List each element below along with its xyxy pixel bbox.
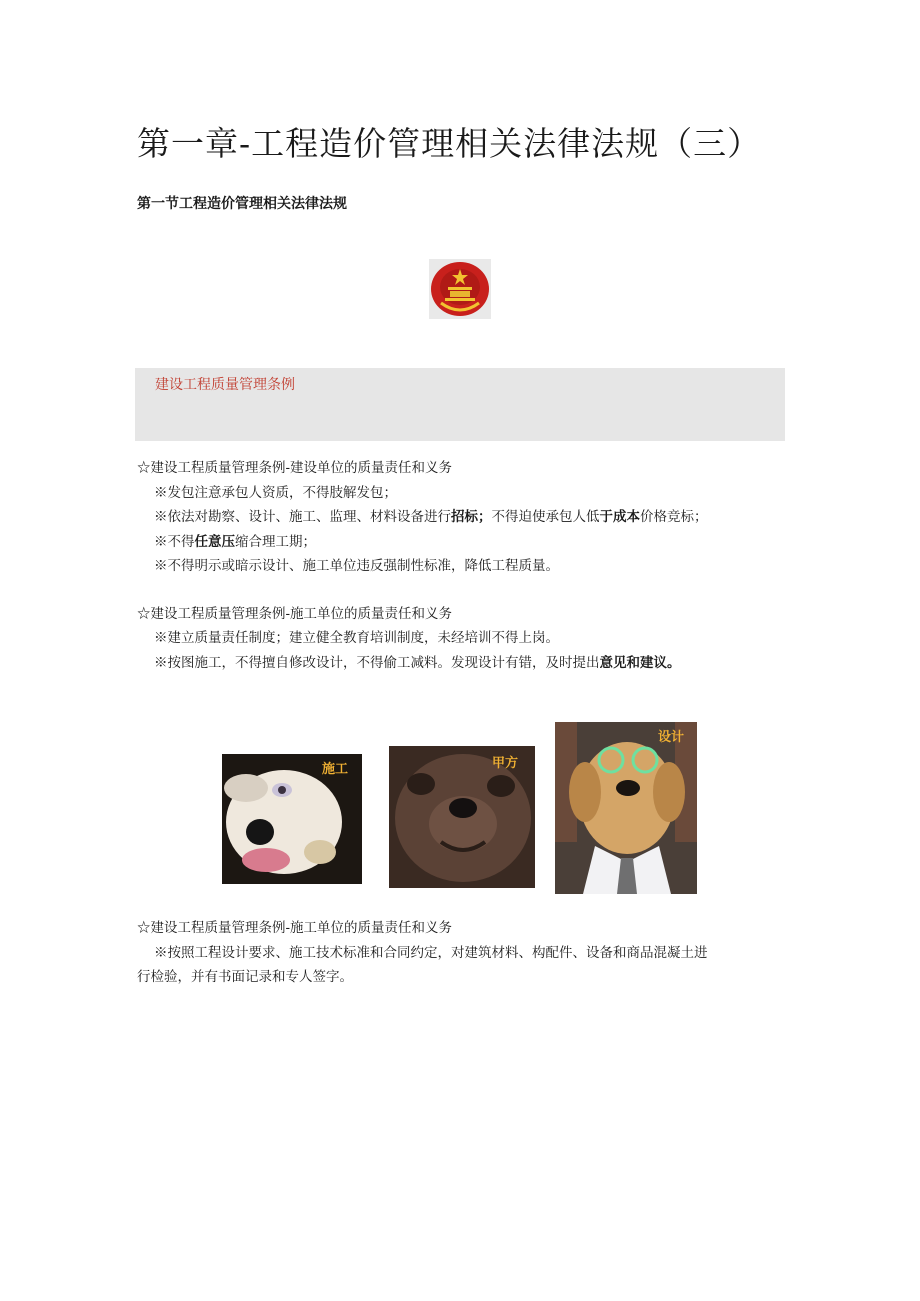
photo-label: 设计 — [658, 730, 685, 745]
list-item: ※不得任意压缩合理工期； — [154, 534, 316, 550]
paragraph-line: ※按照工程设计要求、施工技术标准和合同约定，对建筑材料、构配件、设备和商品混凝土进 — [154, 945, 708, 961]
section-heading-contractor: ☆建设工程质量管理条例-施工单位的质量责任和义务 — [137, 606, 453, 622]
photo-label: 施工 — [322, 762, 349, 777]
photo-label: 甲方 — [492, 756, 519, 771]
regulation-banner — [135, 368, 785, 441]
list-item: ※依法对勘察、设计、施工、监理、材料设备进行招标；不得迫使承包人低于成本价格竞标； — [154, 509, 708, 525]
list-item: ※不得明示或暗示设计、施工单位违反强制性标准，降低工程质量。 — [154, 558, 559, 574]
dog-photo-designer — [555, 722, 697, 894]
paragraph-line: 行检验，并有书面记录和专人签字。 — [137, 969, 353, 985]
national-emblem-icon — [429, 259, 491, 319]
section-heading-contractor-inspection: ☆建设工程质量管理条例-施工单位的质量责任和义务 — [137, 920, 453, 936]
page-title: 第一章-工程造价管理相关法律法规（三） — [137, 124, 762, 163]
dog-photo-owner — [389, 746, 535, 888]
section-heading-construction-unit: ☆建设工程质量管理条例-建设单位的质量责任和义务 — [137, 460, 453, 476]
dog-photo-construction — [222, 754, 362, 884]
section-subtitle: 第一节工程造价管理相关法律法规 — [137, 196, 347, 212]
list-item: ※建立质量责任制度；建立健全教育培训制度，未经培训不得上岗。 — [154, 630, 559, 646]
banner-title: 建设工程质量管理条例 — [155, 377, 295, 393]
list-item: ※按图施工，不得擅自修改设计，不得偷工减料。发现设计有错，及时提出意见和建议。 — [154, 655, 681, 671]
list-item: ※发包注意承包人资质，不得肢解发包； — [154, 485, 397, 501]
